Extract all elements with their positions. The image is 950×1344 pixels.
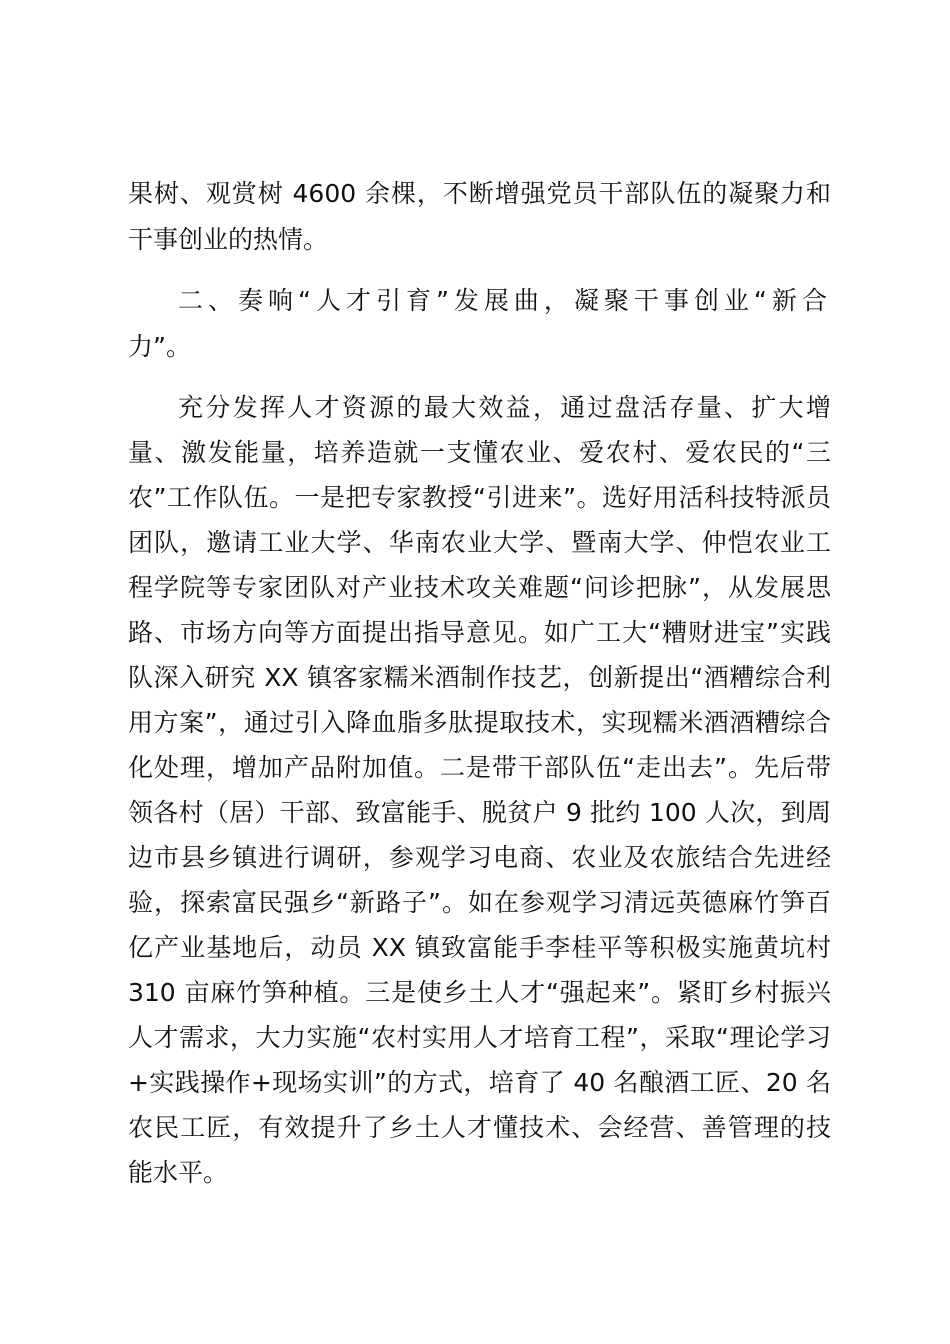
paragraph-line: 农”工作队伍。一是把专家教授“引进来”。选好用活科技特派员: [128, 483, 831, 512]
paragraph-line: 量、激发能量，培养造就一支懂农业、爱农村、爱农民的“三: [128, 438, 831, 467]
paragraph-line: 果树、观赏树 4600 余棵，不断增强党员干部队伍的凝聚力和: [128, 179, 831, 208]
paragraph-line: 化处理，增加产品附加值。二是带干部队伍“走出去”。先后带: [128, 753, 831, 782]
heading-line: 二、奏响“人才引育”发展曲，凝聚干事创业“新合: [178, 286, 832, 315]
paragraph-line: +实践操作+现场实训”的方式，培育了 40 名酿酒工匠、20 名: [128, 1068, 831, 1097]
paragraph-line: 干事创业的热情。: [128, 225, 329, 254]
paragraph-line: 310 亩麻竹笋种植。三是使乡土人才“强起来”。紧盯乡村振兴: [128, 978, 831, 1007]
paragraph-line: 验，探索富民强乡“新路子”。如在参观学习清远英德麻竹笋百: [128, 888, 831, 917]
paragraph-line: 程学院等专家团队对产业技术攻关难题“问诊把脉”，从发展思: [128, 573, 831, 602]
paragraph-line: 人才需求，大力实施“农村实用人才培育工程”，采取“理论学习: [128, 1023, 831, 1052]
paragraph-line: 领各村（居）干部、致富能手、脱贫户 9 批约 100 人次，到周: [128, 798, 831, 827]
paragraph-line: 边市县乡镇进行调研，参观学习电商、农业及农旅结合先进经: [128, 843, 831, 872]
paragraph-line: 能水平。: [128, 1158, 229, 1187]
paragraph-line: 亿产业基地后，动员 XX 镇致富能手李桂平等积极实施黄坑村: [128, 933, 831, 962]
paragraph-line: 队深入研究 XX 镇客家糯米酒制作技艺，创新提出“酒糟综合利: [128, 663, 831, 692]
paragraph-line: 充分发挥人才资源的最大效益，通过盘活存量、扩大增: [178, 393, 831, 422]
heading-line: 力”。: [128, 332, 191, 361]
paragraph-line: 团队，邀请工业大学、华南农业大学、暨南大学、仲恺农业工: [128, 528, 831, 557]
paragraph-line: 农民工匠，有效提升了乡土人才懂技术、会经营、善管理的技: [128, 1113, 831, 1142]
paragraph-line: 路、市场方向等方面提出指导意见。如广工大“糟财进宝”实践: [128, 618, 831, 647]
paragraph-line: 用方案”，通过引入降血脂多肽提取技术，实现糯米酒酒糟综合: [128, 708, 831, 737]
